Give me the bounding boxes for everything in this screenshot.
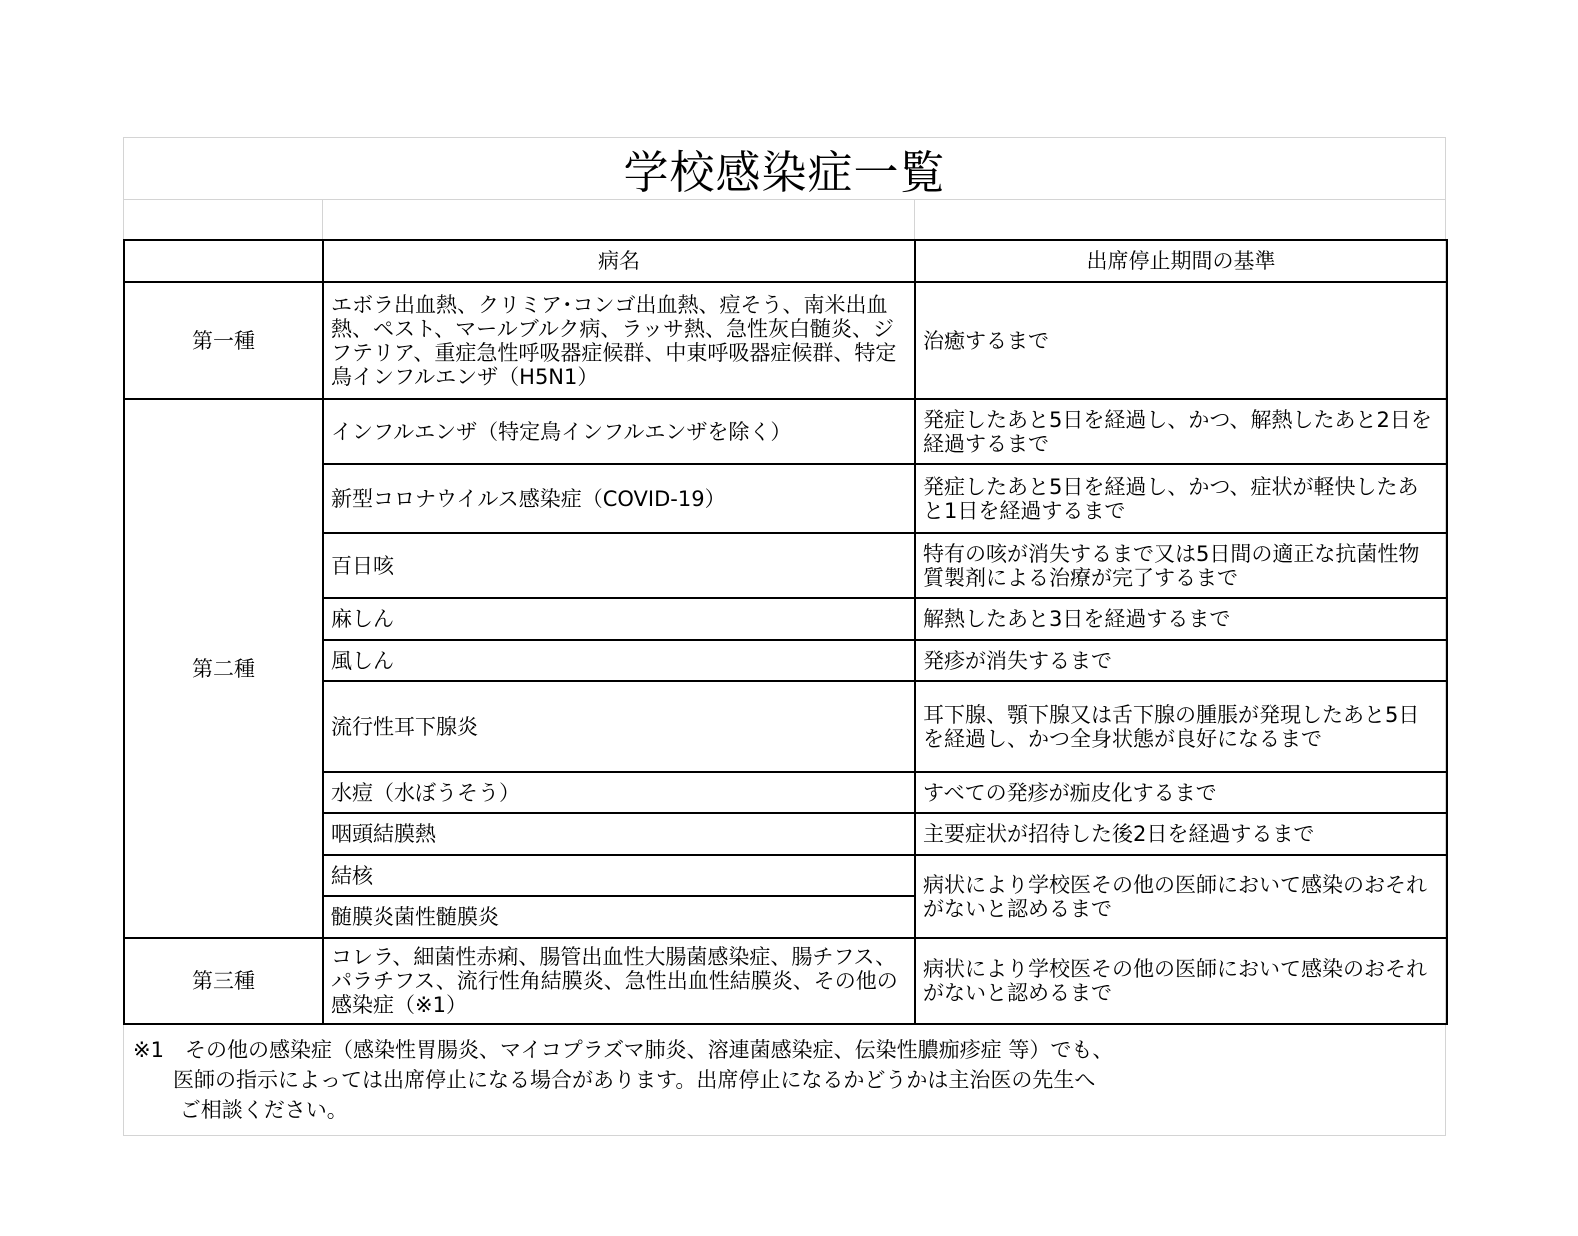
infection-table bbox=[123, 239, 1448, 1025]
table-row bbox=[124, 464, 1447, 533]
criteria-cell: 特有の咳が消失するまで又は5日間の適正な抗菌性物質製剤による治療が完了するまで bbox=[915, 533, 1447, 598]
footnote-line: ご相談ください。 bbox=[133, 1098, 348, 1122]
criteria-cell: 発症したあと5日を経過し、かつ、症状が軽快したあと1日を経過するまで bbox=[915, 464, 1447, 533]
criteria-cell: 発疹が消失するまで bbox=[915, 640, 1447, 681]
footnote bbox=[133, 1035, 1113, 1125]
table-row bbox=[124, 772, 1447, 813]
disease-cell: 風しん bbox=[323, 640, 915, 681]
disease-cell: 水痘（水ぼうそう） bbox=[323, 772, 915, 813]
footnote-line: ※1 その他の感染症（感染性胃腸炎、マイコプラズマ肺炎、溶連菌感染症、伝染性膿痂疹症 等）でも、 bbox=[133, 1038, 1114, 1062]
disease-cell: 麻しん bbox=[323, 598, 915, 640]
grid-line bbox=[322, 200, 323, 240]
disease-cell: 結核 bbox=[323, 855, 915, 896]
criteria-cell: 病状により学校医その他の医師において感染のおそれがないと認めるまで bbox=[915, 855, 1447, 938]
disease-cell: エボラ出血熱、クリミア･コンゴ出血熱、痘そう、南米出血熱、ペスト、マールブルク病、ラッサ熱、急性灰白髄炎、ジフテリア、重症急性呼吸器症候群、中東呼吸器症候群、特定鳥インフルエンザ（H5N1） bbox=[323, 282, 915, 399]
table-row bbox=[124, 813, 1447, 855]
disease-cell: 流行性耳下腺炎 bbox=[323, 681, 915, 772]
criteria-cell: すべての発疹が痂皮化するまで bbox=[915, 772, 1447, 813]
disease-cell: 百日咳 bbox=[323, 533, 915, 598]
category-label: 第二種 bbox=[124, 399, 323, 938]
table-row bbox=[124, 681, 1447, 772]
category-label: 第一種 bbox=[124, 282, 323, 399]
disease-cell: コレラ、細菌性赤痢、腸管出血性大腸菌感染症、腸チフス、パラチフス、流行性角結膜炎、急性出血性結膜炎、その他の感染症（※1） bbox=[323, 938, 915, 1024]
table-row bbox=[124, 938, 1447, 1024]
disease-cell: インフルエンザ（特定鳥インフルエンザを除く） bbox=[323, 399, 915, 464]
header-disease: 病名 bbox=[323, 240, 915, 282]
grid-line bbox=[914, 200, 915, 240]
category-label: 第三種 bbox=[124, 938, 323, 1024]
table-row bbox=[124, 533, 1447, 598]
table-header-row bbox=[124, 240, 1447, 282]
table-row bbox=[124, 598, 1447, 640]
table-row bbox=[124, 640, 1447, 681]
header-criteria: 出席停止期間の基準 bbox=[915, 240, 1447, 282]
table-row bbox=[124, 855, 1447, 896]
table-row bbox=[124, 282, 1447, 399]
footnote-line: 医師の指示によっては出席停止になる場合があります。出席停止になるかどうかは主治医の先生へ bbox=[133, 1068, 1096, 1092]
disease-cell: 新型コロナウイルス感染症（COVID-19） bbox=[323, 464, 915, 533]
criteria-cell: 解熱したあと3日を経過するまで bbox=[915, 598, 1447, 640]
criteria-cell: 治癒するまで bbox=[915, 282, 1447, 399]
header-category bbox=[124, 240, 323, 282]
page-title: 学校感染症一覧 bbox=[124, 138, 1445, 200]
criteria-cell: 病状により学校医その他の医師において感染のおそれがないと認めるまで bbox=[915, 938, 1447, 1024]
disease-cell: 髄膜炎菌性髄膜炎 bbox=[323, 896, 915, 938]
criteria-cell: 耳下腺、顎下腺又は舌下腺の腫脹が発現したあと5日を経過し、かつ全身状態が良好になるまで bbox=[915, 681, 1447, 772]
criteria-cell: 主要症状が招待した後2日を経過するまで bbox=[915, 813, 1447, 855]
criteria-cell: 発症したあと5日を経過し、かつ、解熱したあと2日を経過するまで bbox=[915, 399, 1447, 464]
table-row bbox=[124, 399, 1447, 464]
disease-cell: 咽頭結膜熱 bbox=[323, 813, 915, 855]
